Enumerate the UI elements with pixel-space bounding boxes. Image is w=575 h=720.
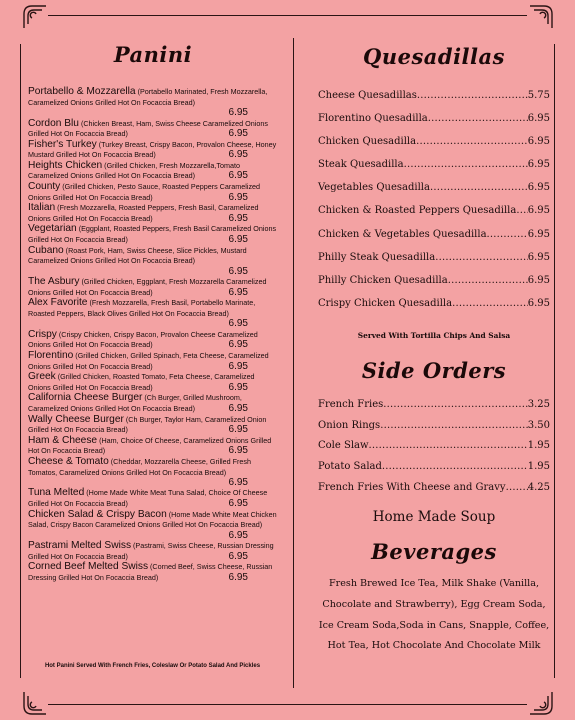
item-name: Onion Rings [318,419,381,431]
item-name: Florentino Quesadilla [318,113,428,125]
menu-item [28,457,278,489]
item-price: 1.95 [527,461,550,472]
menu-item [28,140,278,161]
item-name: The Asbury [28,276,80,288]
item-name: Tuna Melted [28,487,85,499]
item-name: Vegetables Quesadilla [318,182,430,194]
bottom-border [48,704,527,705]
item-name: Vegetarian [28,223,77,235]
leader-dots [516,199,527,222]
item-name: Crispy Chicken Quesadilla [318,297,453,309]
menu-item [28,351,278,372]
item-price: 6.95 [527,251,550,263]
menu-item [318,416,550,437]
item-price: 6.95 [527,228,550,240]
leader-dots [369,436,528,457]
menu-item [318,84,550,107]
item-price: 6.95 [228,424,248,436]
item-description: (Fresh Mozzarella, Roasted Peppers, Fresh Basil, Caramelized Onions Grilled Hot On Focaccia Bread) [28,203,259,223]
item-name: Wally Cheese Burger [28,413,124,425]
menu-item [318,478,550,499]
item-price: 3.50 [527,419,550,431]
soup-heading: Home Made Soup [372,509,496,526]
menu-item [318,457,550,478]
item-description: (Grilled Chicken, Pesto Sauce, Roasted Peppers Caramelized Onions Grilled Hot On Focaccia Bread) [28,182,261,202]
item-description: (Ch Burger, Grilled Mushroom, Caramelized Onions Grilled Hot On Focaccia Bread) [28,393,242,413]
item-name: Pastrami Melted Swiss [28,540,132,552]
item-name: Cordon Blu [28,117,79,129]
item-price: 6.95 [228,234,248,246]
menu-item [28,161,278,182]
beverages-list [318,574,550,656]
panini-list [28,87,278,584]
item-name: California Cheese Burger [28,392,143,404]
item-description: (Corned Beef, Swiss Cheese, Russian Dressing Grilled Hot On Focaccia Bread) [28,562,273,582]
leader-dots [382,457,528,478]
item-price: 6.95 [527,297,550,309]
leader-dots [506,478,528,499]
item-name: Greek [28,371,56,383]
leader-dots [430,176,528,199]
item-description: (Fresh Mozzarella, Fresh Basil, Portabello Marinate, Roasted Peppers, Black Olives Grilled Hot On Focaccia Bread) [28,298,256,318]
item-price: 6.95 [228,128,248,140]
quesadillas-list [318,84,550,315]
item-price: 6.95 [228,550,248,562]
panini-section [28,42,278,584]
item-price: 1.95 [527,440,550,452]
leader-dots [383,395,527,416]
item-name: Corned Beef Melted Swiss [28,561,149,573]
quesadillas-title: Quesadillas [363,44,505,69]
side-orders-list [318,395,550,498]
menu-item [318,395,550,416]
item-name: Potato Salad [318,461,382,472]
item-name: Cheese Quesadillas [318,90,417,101]
menu-item [28,488,278,509]
item-description: (Chicken Breast, Ham, Swiss Cheese Caramelized Onions Grilled Hot On Focaccia Bread) [28,118,268,139]
item-name: County [28,181,61,193]
item-description: (Ham, Choice Of Cheese, Caramelized Onions Grilled Hot On Focaccia Bread) [28,435,272,456]
top-border [48,15,527,16]
item-price: 6.95 [527,113,550,125]
item-name: Florentino [28,350,74,361]
item-name: Philly Steak Quesadilla [318,251,436,263]
column-divider [293,38,294,688]
menu-item [28,372,278,393]
item-name: French Fries [318,398,384,410]
item-description: (Ch Burger, Taylor Ham, Caramelized Onion Grilled Hot On Focaccia Bread) [28,414,267,435]
item-price: 6.95 [527,136,550,148]
panini-title: Panini [113,42,193,67]
item-price: 6.95 [527,205,550,217]
menu-item [28,182,278,203]
item-name: Chicken Salad & Crispy Bacon [28,508,167,520]
panini-footnote: Hot Panini Served With French Fries, Coleslaw Or Potato Salad And Pickles [44,663,261,669]
menu-item [28,298,278,330]
menu-item [318,269,550,292]
item-description: (Crispy Chicken, Crispy Bacon, Provalon Cheese Caramelized Onions Grilled Hot On Focaccia Bread) [28,329,258,350]
item-price: 6.95 [527,159,550,171]
leader-dots [404,153,528,176]
item-price: 6.95 [228,498,248,510]
beverages-line: Chocolate and Strawberry), Egg Cream Soda, [322,598,546,610]
item-price: 6.95 [228,149,248,161]
item-price: 6.95 [228,529,248,541]
item-name: Fisher's Turkey [28,138,97,150]
menu-item [28,224,278,245]
item-price: 6.95 [228,106,248,118]
menu-item [28,510,278,542]
quesadillas-note: Served With Tortilla Chips And Salsa [357,330,511,340]
item-name: Alex Favorite [28,297,88,309]
item-name: Portabello & Mozzarella [28,86,136,97]
item-name: Cole Slaw [318,440,369,452]
corner-ornament-top-right-icon [528,4,554,30]
menu-item [28,541,278,562]
leader-dots [417,84,528,107]
item-description: (Turkey Breast, Crispy Bacon, Provalon Cheese, Honey Mustard Grilled Hot On Focaccia Bread) [28,139,277,160]
item-name: Cheese & Tomato [28,455,109,467]
item-price: 6.95 [228,445,248,457]
beverages-line: Hot Tea, Hot Chocolate And Chocolate Milk [327,640,541,652]
menu-item [28,87,278,119]
item-name: Crispy [28,328,57,340]
item-price: 6.95 [527,182,550,194]
item-description: (Grilled Chicken, Eggplant, Fresh Mozzarella Caramelized Onions Grilled Hot On Focaccia Bread) [28,277,267,297]
corner-ornament-bottom-right-icon [528,690,554,716]
menu-item [318,436,550,457]
item-price: 5.75 [527,90,550,101]
item-price: 6.95 [228,191,248,203]
leader-dots [416,130,528,153]
item-price: 6.95 [228,286,248,298]
item-price: 4.25 [527,481,550,493]
menu-item [28,436,278,457]
menu-item [318,130,550,153]
item-name: French Fries With Cheese and Gravy [318,481,506,493]
menu-item [318,223,550,246]
menu-item [28,203,278,224]
item-name: Ham & Cheese [28,434,98,446]
menu-item [318,246,550,269]
item-description: (Grilled Chicken, Grilled Spinach, Feta Cheese, Caramelized Onions Grilled Hot On Focaccia Bread) [28,351,269,371]
leader-dots [435,246,528,269]
item-description: (Cheddar, Mozzarella Cheese, Grilled Fresh Tomatos, Caramelized Onions Grilled Hot On Focaccia Bread) [28,456,252,477]
item-name: Chicken & Vegetables Quesadilla [318,228,487,240]
beverages-title: Beverages [371,539,497,565]
menu-item [28,277,278,298]
menu-item [28,393,278,414]
side-orders-title: Side Orders [361,357,507,383]
item-name: Philly Chicken Quesadilla [318,274,448,286]
item-description: (Home Made White Meat Tuna Salad, Choice Of Cheese Grilled Hot On Focaccia Bread) [28,488,268,509]
left-border [20,44,21,678]
leader-dots [487,223,528,246]
menu-item [28,415,278,436]
item-description: (Roast Pork, Ham, Swiss Cheese, Slice Pickles, Mustard Caramelized Onions Grilled Hot On Focaccia Bread) [28,245,247,266]
beverages-line: Ice Cream Soda,Soda in Cans, Snapple, Coffee, [318,619,550,631]
menu-item [28,246,278,278]
item-price: 6.95 [228,170,248,182]
right-column [318,42,550,657]
leader-dots [452,292,528,315]
beverages-line: Fresh Brewed Ice Tea, Milk Shake (Vanilla, [328,578,539,590]
right-border [554,44,555,678]
menu-item [28,119,278,140]
menu-item [318,153,550,176]
item-name: Cubano [28,244,64,256]
item-price: 6.95 [228,476,248,488]
menu-item [28,330,278,351]
leader-dots [380,416,528,437]
item-name: Chicken Quesadilla [318,136,417,148]
item-description: (Portabello Marinated, Fresh Mozzarella, Caramelized Onions Grilled Hot On Focaccia Bread) [28,87,268,107]
item-description: (Pastrami, Swiss Cheese, Russian Dressing Grilled Hot On Focaccia Bread) [28,541,274,561]
item-price: 6.95 [228,265,248,277]
item-price: 6.95 [228,571,248,583]
item-price: 6.95 [228,318,248,330]
corner-ornament-top-left-icon [22,4,48,30]
menu-item [318,107,550,130]
item-name: Steak Quesadilla [318,159,404,171]
item-price: 6.95 [527,274,550,286]
item-price: 6.95 [228,339,248,351]
item-price: 6.95 [228,402,248,414]
item-description: (Grilled Chicken, Roasted Tomato, Feta Cheese, Caramelized Onions Grilled Hot On Focaccia Bread) [28,372,255,392]
item-description: (Grilled Chicken, Fresh Mozzarella,Tomato Caramelized Onions Grilled Hot On Focaccia Bread) [28,160,240,181]
leader-dots [428,107,528,130]
menu-item [28,562,278,583]
item-name: Chicken & Roasted Peppers Quesadilla [318,205,517,217]
leader-dots [448,269,528,292]
item-price: 6.95 [228,381,248,393]
item-description: (Home Made White Meat Chicken Salad, Crispy Bacon Caramelized Onions Grilled Hot On Focaccia Bread) [28,509,277,530]
item-price: 6.95 [228,212,248,224]
item-price: 6.95 [228,360,248,372]
corner-ornament-bottom-left-icon [22,690,48,716]
menu-item [318,176,550,199]
menu-item [318,199,550,222]
item-price: 3.25 [527,398,550,410]
item-name: Heights Chicken [28,159,103,171]
menu-item [318,292,550,315]
item-description: (Eggplant, Roasted Peppers, Fresh Basil Caramelized Onions Grilled Hot On Focaccia Bread) [28,224,277,245]
item-name: Italian [28,202,56,214]
